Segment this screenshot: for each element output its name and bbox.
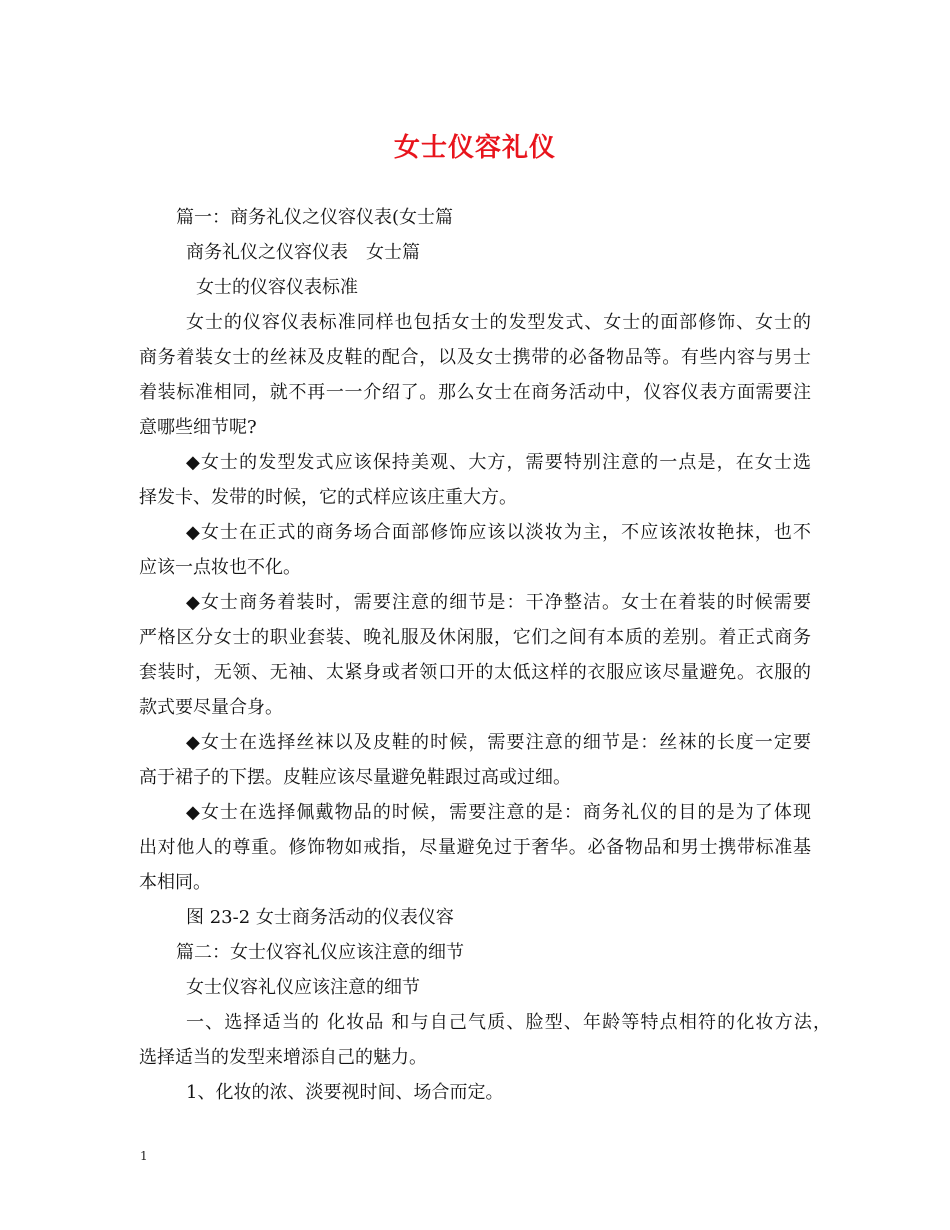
paragraph-line: 套装时，无领、无袖、太紧身或者领口开的太低这样的衣服应该尽量避免。衣服的 (139, 662, 811, 683)
paragraph-line: 女士的仪容仪表标准同样也包括女士的发型发式、女士的面部修饰、女士的 (186, 312, 811, 333)
section-heading-2: 篇二：女士仪容礼仪应该注意的细节 (176, 942, 464, 963)
paragraph-line: 高于裙子的下摆。皮鞋应该尽量避免鞋跟过高或过细。 (139, 767, 571, 788)
subheading-3: 女士仪容礼仪应该注意的细节 (186, 977, 420, 998)
paragraph-line: 款式要尽量合身。 (139, 697, 283, 718)
paragraph-line: 应该一点妆也不化。 (139, 557, 301, 578)
page-number: 1 (140, 1149, 148, 1163)
section-heading-1: 篇一：商务礼仪之仪容仪表(女士篇 (176, 207, 454, 228)
paragraph-line: 着装标准相同，就不再一一介绍了。那么女士在商务活动中，仪容仪表方面需要注 (139, 382, 811, 403)
paragraph-line: 意哪些细节呢? (139, 417, 257, 438)
bullet-line: ◆女士在选择丝袜以及皮鞋的时候，需要注意的细节是：丝袜的长度一定要 (186, 732, 811, 753)
list-item: 1、化妆的浓、淡要视时间、场合而定。 (186, 1082, 504, 1103)
document-title: 女士仪容礼仪 (393, 133, 556, 163)
subheading-2: 女士的仪容仪表标准 (196, 277, 358, 298)
subheading-1: 商务礼仪之仪容仪表 女士篇 (186, 242, 420, 263)
bullet-line: ◆女士商务着装时，需要注意的细节是：干净整洁。女士在着装的时候需要 (186, 592, 811, 613)
bullet-line: ◆女士的发型发式应该保持美观、大方，需要特别注意的一点是，在女士选 (186, 452, 811, 473)
bullet-line: ◆女士在正式的商务场合面部修饰应该以淡妆为主，不应该浓妆艳抹，也不 (186, 522, 811, 543)
paragraph-line: 商务着装女士的丝袜及皮鞋的配合，以及女士携带的必备物品等。有些内容与男士 (139, 347, 811, 368)
paragraph-line: 一、选择适当的 化妆品 和与自己气质、脸型、年龄等特点相符的化妆方法， (186, 1012, 831, 1033)
paragraph-line: 严格区分女士的职业套装、晚礼服及休闲服，它们之间有本质的差别。着正式商务 (139, 627, 811, 648)
paragraph-line: 出对他人的尊重。修饰物如戒指，尽量避免过于奢华。必备物品和男士携带标准基 (139, 837, 811, 858)
bullet-line: ◆女士在选择佩戴物品的时候，需要注意的是：商务礼仪的目的是为了体现 (186, 802, 811, 823)
figure-caption: 图 23-2 女士商务活动的仪表仪容 (186, 907, 454, 928)
paragraph-line: 择发卡、发带的时候，它的式样应该庄重大方。 (139, 487, 517, 508)
paragraph-line: 选择适当的发型来增添自己的魅力。 (139, 1047, 427, 1068)
paragraph-line: 本相同。 (139, 872, 211, 893)
